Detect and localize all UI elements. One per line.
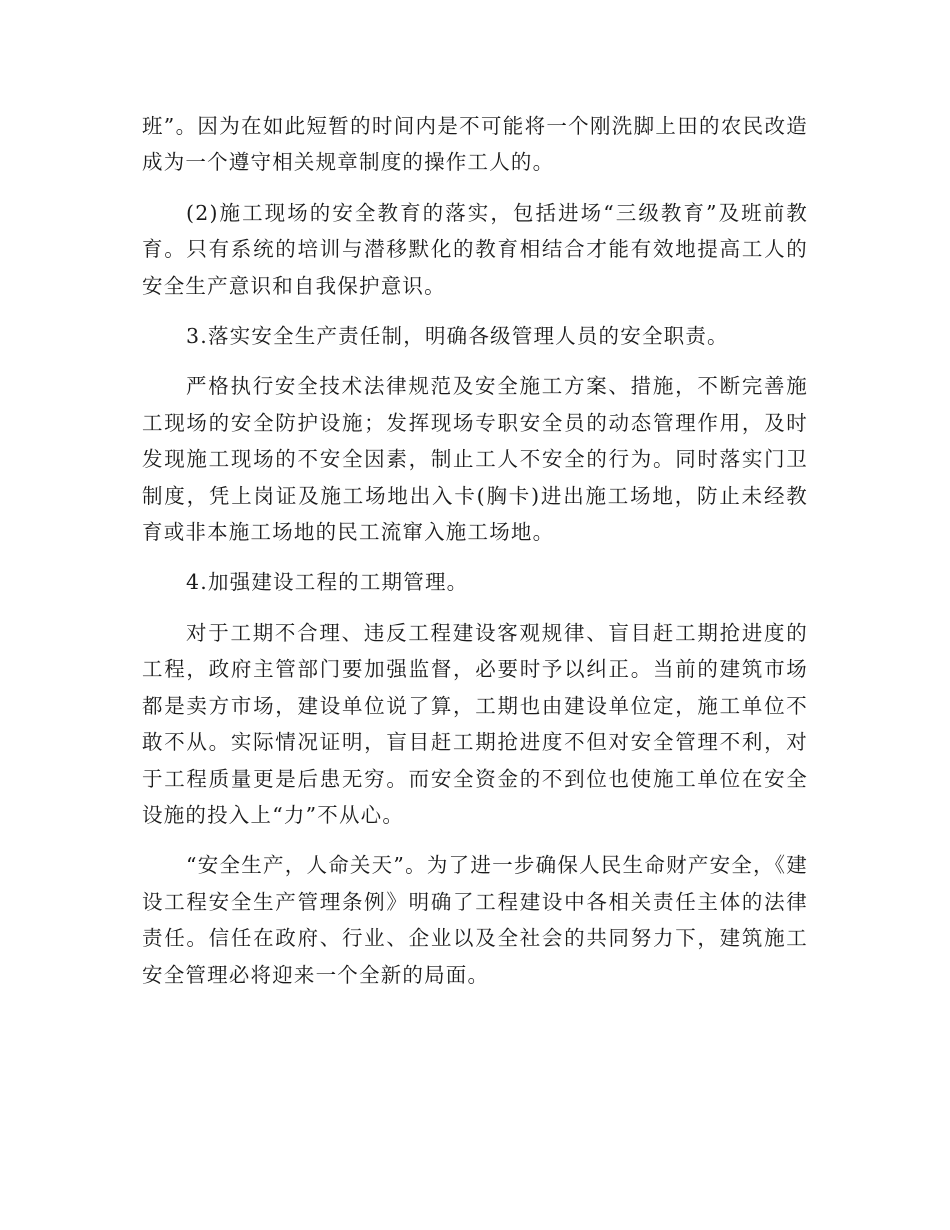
- section-heading-3: 3.落实安全生产责任制，明确各级管理人员的安全职责。: [186, 324, 729, 349]
- paragraph-conclusion: “安全生产，人命关天”。为了进一步确保人民生命财产安全，《建设工程安全生产管理条例》明确了工程建设中各相关责任主体的法律责任。信任在政府、行业、企业以及全社会的共同努力下，建筑施工安全管理必将迎来一个全新的局面。: [142, 853, 808, 987]
- section-heading-4: 4.加强建设工程的工期管理。: [186, 570, 469, 595]
- document-body: [142, 108, 808, 993]
- paragraph-safety-education: (2)施工现场的安全教育的落实，包括进场“三级教育”及班前教育。只有系统的培训与潜移默化的教育相结合才能有效地提高工人的安全生产意识和自我保护意识。: [142, 200, 808, 298]
- paragraph-continuation: 班”。因为在如此短暂的时间内是不可能将一个刚洗脚上田的农民改造成为一个遵守相关规章制度的操作工人的。: [142, 114, 808, 175]
- paragraph-schedule-management: 对于工期不合理、违反工程建设客观规律、盲目赶工期抢进度的工程，政府主管部门要加强监督，必要时予以纠正。当前的建筑市场都是卖方市场，建设单位说了算，工期也由建设单位定，施工单位不敢不从。实际情况证明，盲目赶工期抢进度不但对安全管理不利，对于工程质量更是后患无穷。而安全资金的不到位也使施工单位在安全设施的投入上“力”不从心。: [142, 620, 808, 827]
- paragraph-safety-measures: 严格执行安全技术法律规范及安全施工方案、措施，不断完善施工现场的安全防护设施；发挥现场专职安全员的动态管理作用，及时发现施工现场的不安全因素，制止工人不安全的行为。同时落实门卫制度，凭上岗证及施工场地出入卡(胸卡)进出施工场地，防止未经教育或非本施工场地的民工流窜入施工场地。: [142, 374, 808, 545]
